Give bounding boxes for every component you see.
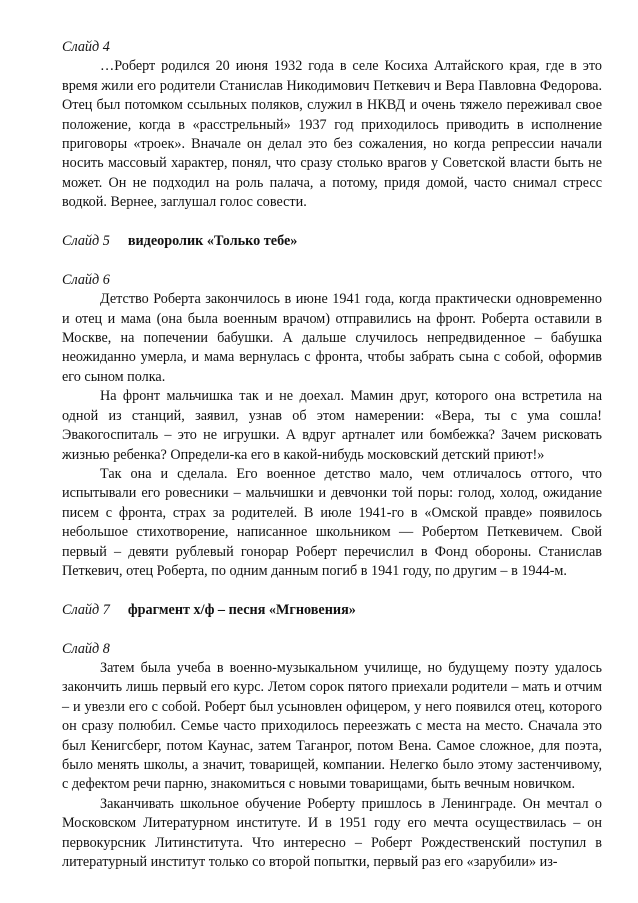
document-page bbox=[62, 38, 602, 872]
slide-label: Слайд 8 bbox=[62, 640, 110, 657]
section-slide-5 bbox=[62, 232, 602, 251]
paragraph: Затем была учеба в военно-музыкальном училище, но будущему поэту удалось закончить лишь первый его курс. Летом сорок пятого приехали родители – мать и отчим – и увезли его с собой. Роберт был усыновлен офицером, у него появился отец, которого он сразу полюбил. Семье часто приходилось переезжать с места на место. Сначала это был Кенигсберг, потом Каунас, затем Таганрог, потом Вена. Самое сложное, для поэта, было менять школы, а значит, товарищей, компании. Нелегко было этому застенчивому, с дефектом речи парню, знакомиться с новыми товарищами, быть вечным новичком. bbox=[62, 659, 602, 793]
slide-label: Слайд 5 bbox=[62, 233, 110, 250]
slide-label: Слайд 4 bbox=[62, 39, 110, 55]
paragraph: Заканчивать школьное обучение Роберту пришлось в Ленинграде. Он мечтал о Московском Литературном институте. И в 1951 году его мечта осуществилась – он первокурсник Литинститута. Что интересно – Роберт Рождественский поступил в литературный институт только со второй попытки, первый раз его «зарубили» из- bbox=[62, 795, 602, 870]
paragraph: На фронт мальчишка так и не доехал. Мамин друг, которого она встретила на одной из станций, заявил, узнав об этом намерении: «Вера, ты с ума сошла! Эвакогоспиталь – это не игрушки. А вдруг артналет или бомбежка? Зачем рисковать жизнью ребенка? Определи-ка его в какой-нибудь московский детский приют!» bbox=[62, 388, 602, 463]
paragraph: Детство Роберта закончилось в июне 1941 года, когда практически одновременно и отец и мама (она была военным врачом) отправились на фронт. Роберта оставили в Москве, на попечении бабушки. А дальше случилось непредвиденное – бабушка неожиданно умерла, и мама вернулась с фронта, чтобы забрать сына с собой, оформив его сыном полка. bbox=[62, 291, 602, 385]
slide-label: Слайд 6 bbox=[62, 271, 110, 288]
section-slide-4 bbox=[62, 38, 602, 213]
slide-label: Слайд 7 bbox=[62, 601, 110, 618]
slide-title: видеоролик «Только тебе» bbox=[127, 233, 298, 250]
section-slide-7 bbox=[62, 601, 602, 620]
section-slide-8 bbox=[62, 640, 602, 873]
section-slide-6 bbox=[62, 271, 602, 582]
paragraph: Так она и сделала. Его военное детство мало, чем отличалось оттого, что испытывали его ровесники – мальчишки и девчонки той поры: голод, холод, ожидание писем с фронта, страх за родителей. В июле 1941-го в «Омской правде» появилось небольшое стихотворение, написанное школьником — Робертом Петкевичем. Свой первый – девяти рублевый гонорар Роберт перечислил в Фонд обороны. Станислав Петкевич, отец Роберта, по одним данным погиб в 1941 году, по другим – в 1944-м. bbox=[62, 465, 602, 579]
slide-title: фрагмент х/ф – песня «Мгновения» bbox=[127, 601, 356, 618]
paragraph: …Роберт родился 20 июня 1932 года в селе Косиха Алтайского края, где в это время жили его родители Станислав Никодимович Петкевич и Вера Павловна Федорова. Отец был потомком ссыльных поляков, служил в НКВД и очень тяжело переживал свое положение, когда в «расстрельный» 1937 год приходилось приводить в исполнение приговоры «троек». Вначале он делал это без сожаления, но когда репрессии начали носить массовый характер, понял, что сразу столько врагов у Советской власти быть не может. Он не подходил на роль палача, а потому, придя домой, часто снимал стресс водкой. Вернее, заглушал голос совести. bbox=[62, 58, 602, 211]
